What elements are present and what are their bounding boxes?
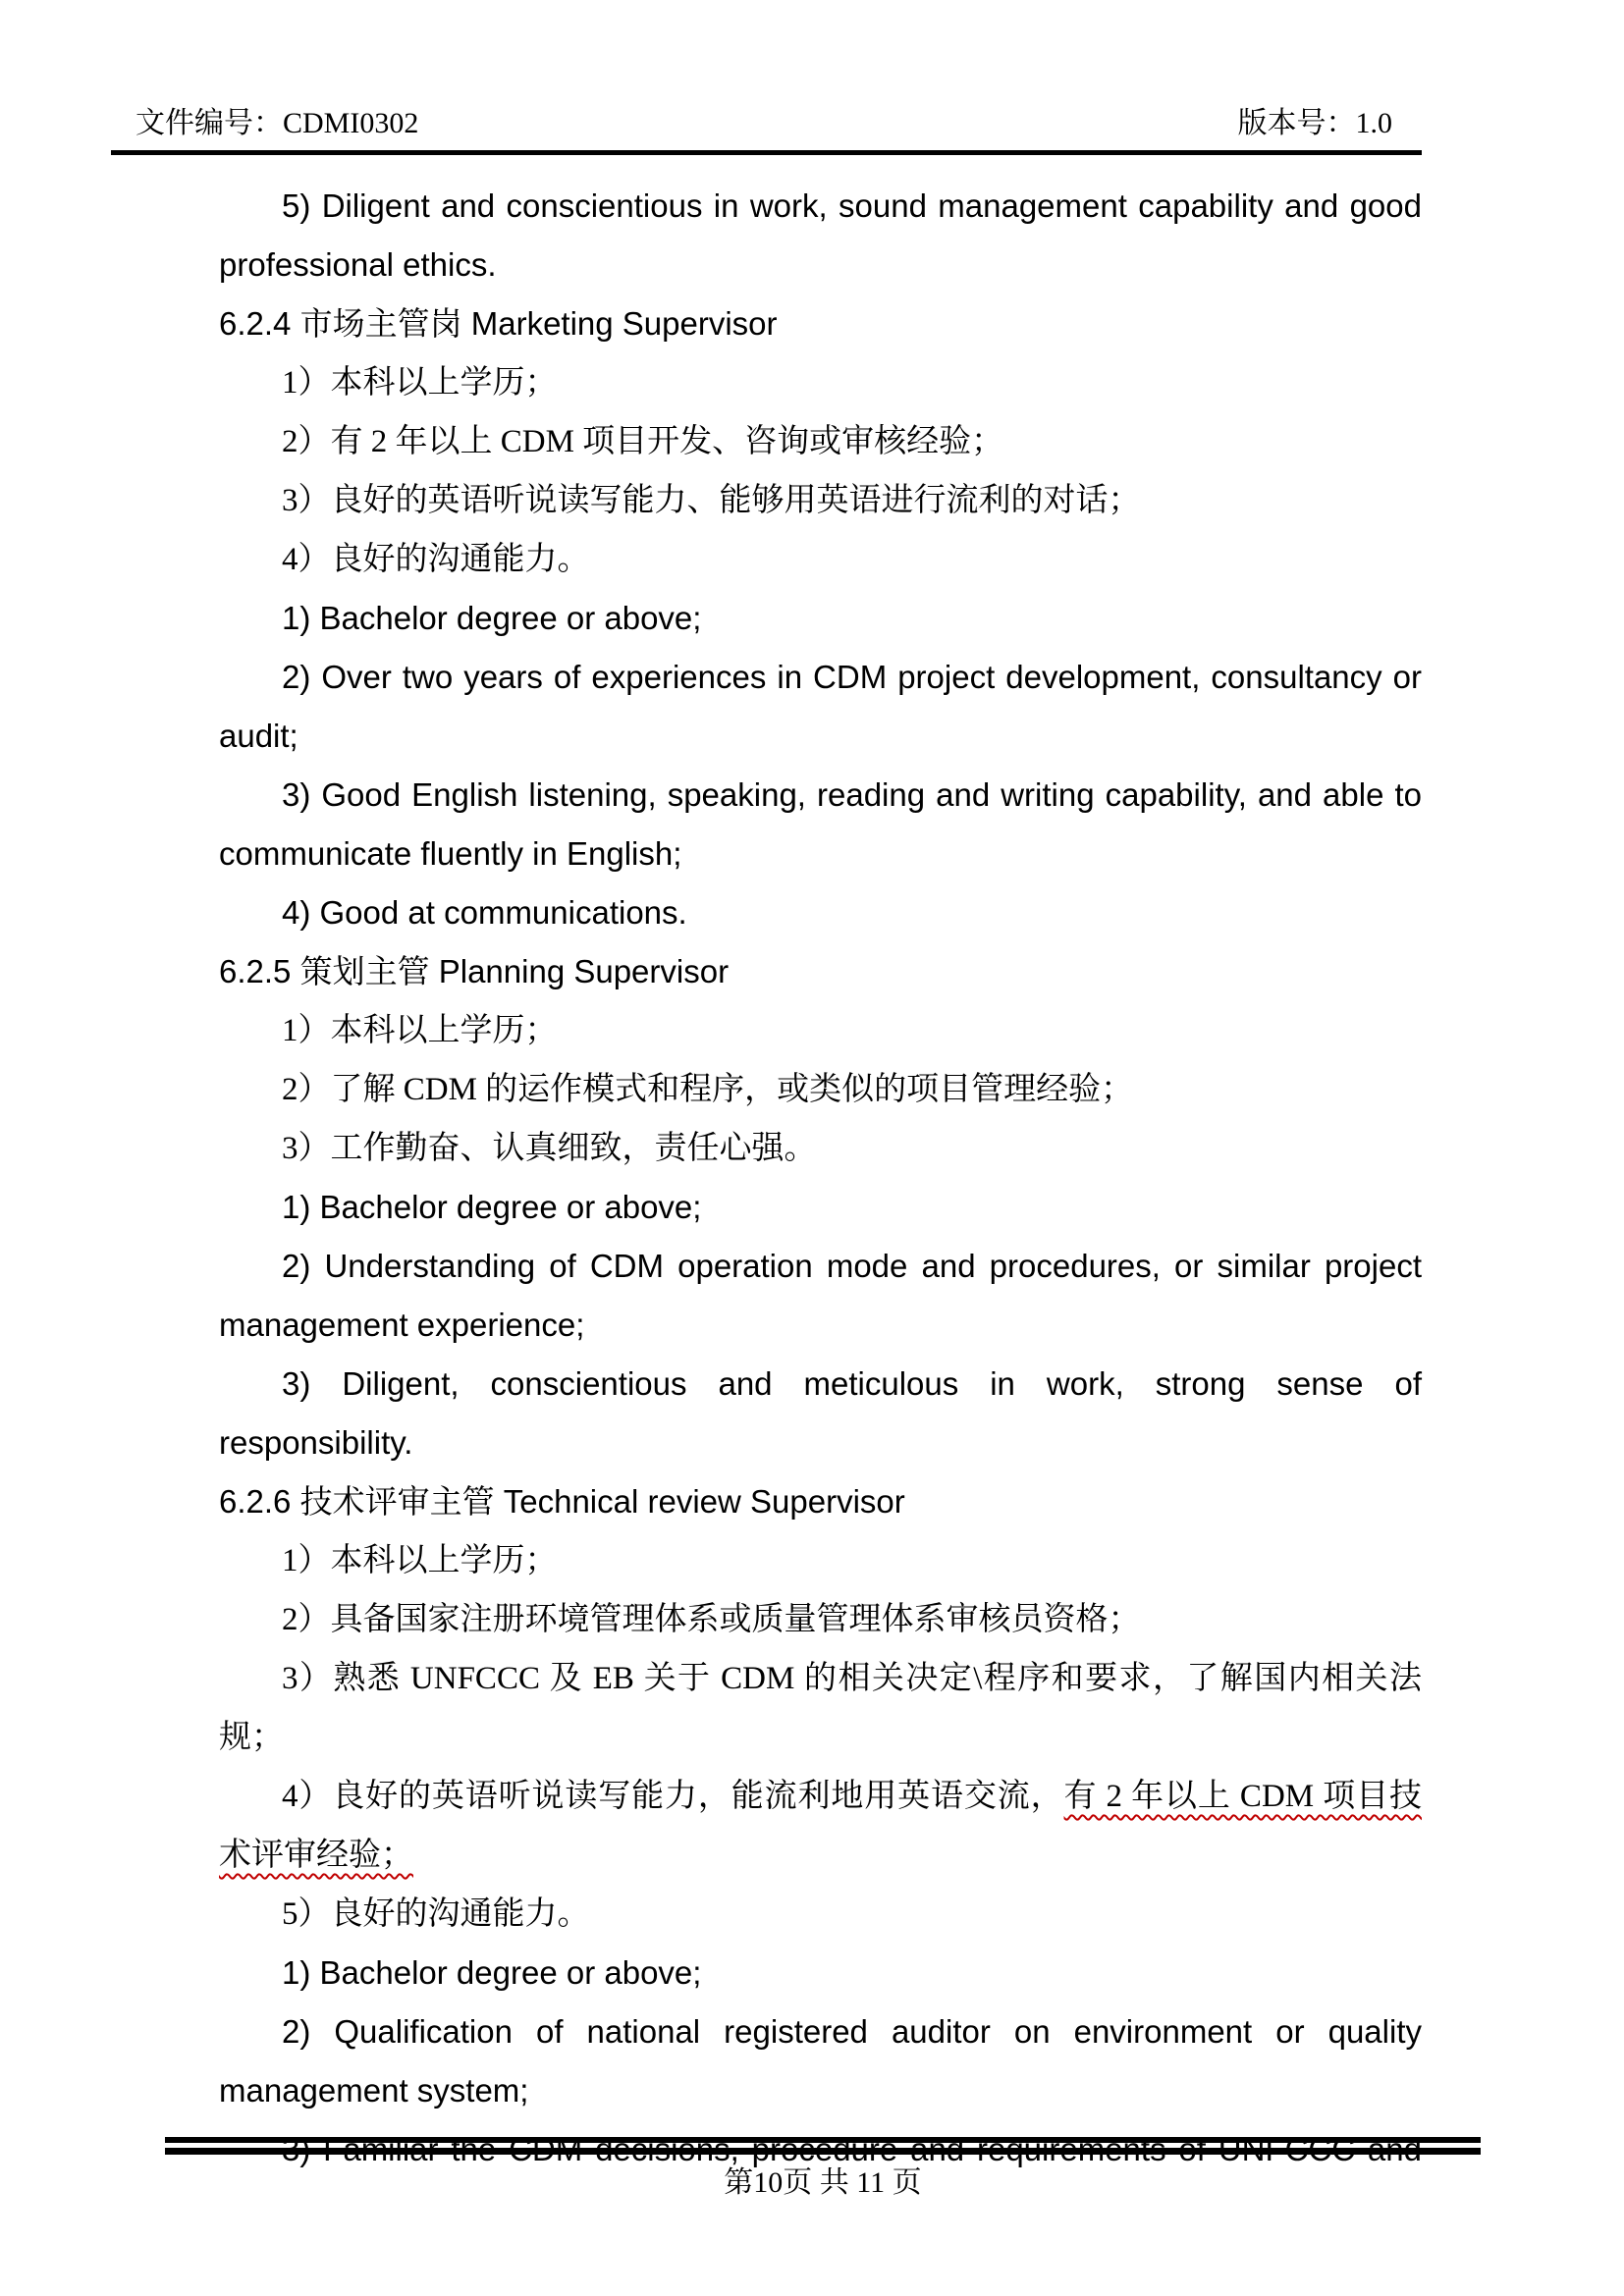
list-item-zh: 3）工作勤奋、认真细致，责任心强。 (282, 1131, 817, 1166)
list-item-en: 2) Qualification of national registered auditor on environment or quality management system; (219, 2013, 1422, 2109)
page-footer (165, 2120, 1481, 2203)
doc-number: 文件编号：CDMI0302 (135, 107, 419, 139)
list-item-en: 3) Diligent, conscientious and meticulous in work, strong sense of responsibility. (219, 1365, 1422, 1461)
tracked-insert-underline: 有 2 年以上 CDM 项目技术评审经验； (219, 1779, 1422, 1873)
list-item-zh: 2）有 2 年以上 CDM 项目开发、咨询或审核经验； (282, 424, 1004, 459)
header-rule (111, 150, 1422, 155)
list-item-zh: 3）良好的英语听说读写能力、能够用英语进行流利的对话； (282, 483, 1141, 518)
list-item-text: 4）良好的英语听说读写能力，能流利地用英语交流， (282, 1779, 1064, 1814)
section-heading-625: 6.2.5 策划主管 Planning Supervisor (219, 953, 730, 989)
list-item-zh: 3）熟悉 UNFCCC 及 EB 关于 CDM 的相关决定\程序和要求，了解国内相关法规； (219, 1661, 1422, 1755)
version-number: 版本号：1.0 (1237, 107, 1392, 139)
list-item-zh: 2）了解 CDM 的运作模式和程序，或类似的项目管理经验； (282, 1072, 1134, 1107)
list-item-en: 2) Over two years of experiences in CDM project development, consultancy or audit; (219, 659, 1422, 754)
list-item-zh: 1）本科以上学历； (282, 365, 558, 400)
list-item-en: 1) Bachelor degree or above; (282, 600, 702, 636)
page-number: 第10页 共 11 页 (724, 2166, 922, 2199)
list-item-en: 2) Understanding of CDM operation mode and procedures, or similar project management experience; (219, 1248, 1422, 1343)
document-body (219, 177, 1422, 2179)
list-item-en: 1) Bachelor degree or above; (282, 1189, 702, 1225)
list-item-zh: 1）本科以上学历； (282, 1013, 558, 1048)
section-heading-624: 6.2.4 市场主管岗 Marketing Supervisor (219, 305, 778, 342)
list-item-zh-with-insert (219, 1767, 1422, 1885)
footer-rule-top (165, 2137, 1481, 2143)
list-item-zh: 4）良好的沟通能力。 (282, 542, 590, 577)
list-item-zh: 5）良好的沟通能力。 (282, 1896, 590, 1932)
page-header (111, 0, 1422, 155)
list-item-zh: 1）本科以上学历； (282, 1543, 558, 1578)
footer-rule-bottom (165, 2148, 1481, 2155)
list-item-zh: 2）具备国家注册环境管理体系或质量管理体系审核员资格； (282, 1602, 1141, 1637)
list-item-en: 3) Good English listening, speaking, reading and writing capability, and able to communicate fluently in English; (219, 776, 1422, 872)
list-item-en: 4) Good at communications. (282, 894, 687, 931)
list-item-en: 1) Bachelor degree or above; (282, 1954, 702, 1991)
section-heading-626: 6.2.6 技术评审主管 Technical review Supervisor (219, 1483, 905, 1520)
paragraph-en-carryover: 5) Diligent and conscientious in work, sound management capability and good professional ethics. (219, 187, 1422, 283)
